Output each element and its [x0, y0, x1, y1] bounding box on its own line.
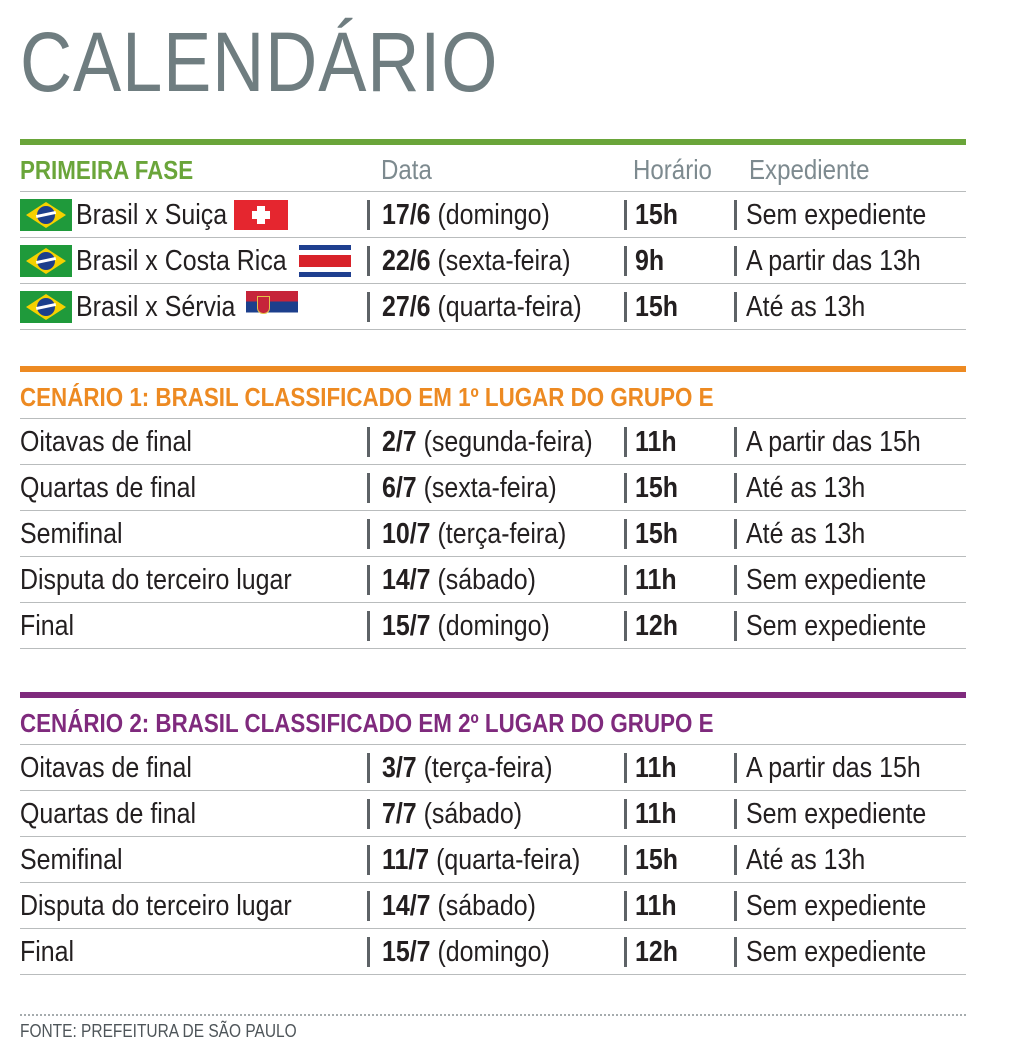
- column-divider: [624, 427, 627, 457]
- column-divider: [624, 292, 627, 322]
- column-header-date: Data: [381, 154, 432, 185]
- stage-label: Disputa do terceiro lugar: [20, 890, 292, 922]
- time-cell: 15h: [635, 199, 678, 231]
- stage-row: [20, 791, 966, 837]
- brazil-flag-icon: [20, 291, 72, 323]
- hours-cell: Até as 13h: [746, 472, 866, 504]
- date-cell: [382, 603, 550, 648]
- stage-row: [20, 603, 966, 649]
- hours-cell: Sem expediente: [746, 798, 927, 830]
- column-divider: [734, 611, 737, 641]
- source-footer: [20, 1014, 966, 1041]
- weekday: (sábado): [423, 798, 523, 830]
- date-value: 10/7: [382, 518, 431, 550]
- time-cell: 11h: [635, 798, 677, 830]
- column-divider: [367, 845, 370, 875]
- match-row: [20, 238, 966, 284]
- column-divider: [734, 200, 737, 230]
- stage-row: [20, 511, 966, 557]
- date-cell: [382, 791, 522, 836]
- weekday: (terça-feira): [437, 518, 567, 550]
- date-cell: [382, 883, 536, 928]
- column-divider: [734, 519, 737, 549]
- hours-cell: Sem expediente: [746, 564, 927, 596]
- date-cell: [382, 837, 580, 882]
- column-divider: [367, 799, 370, 829]
- column-divider: [367, 473, 370, 503]
- stage-row: [20, 929, 966, 975]
- date-cell: [382, 238, 571, 283]
- column-divider: [624, 611, 627, 641]
- column-divider: [367, 891, 370, 921]
- date-value: 22/6: [382, 245, 431, 277]
- date-value: 17/6: [382, 199, 431, 231]
- column-divider: [367, 611, 370, 641]
- time-cell: 11h: [635, 752, 677, 784]
- column-divider: [367, 200, 370, 230]
- date-value: 14/7: [382, 564, 431, 596]
- date-cell: [382, 929, 550, 974]
- stage-label: Quartas de final: [20, 472, 197, 504]
- stage-row: [20, 419, 966, 465]
- match-label: Brasil x Suiça: [76, 199, 228, 231]
- date-cell: [382, 192, 550, 237]
- date-value: 14/7: [382, 890, 431, 922]
- time-cell: 15h: [635, 472, 678, 504]
- page-title: CALENDÁRIO: [20, 15, 499, 109]
- column-divider: [367, 292, 370, 322]
- column-divider: [367, 565, 370, 595]
- date-value: 27/6: [382, 291, 431, 323]
- scenario1-section: [20, 366, 966, 649]
- column-divider: [624, 753, 627, 783]
- column-divider: [367, 427, 370, 457]
- date-cell: [382, 284, 582, 329]
- stage-label: Semifinal: [20, 844, 123, 876]
- weekday: (domingo): [437, 610, 550, 642]
- column-divider: [734, 473, 737, 503]
- weekday: (domingo): [437, 199, 550, 231]
- match-row: [20, 284, 966, 330]
- weekday: (sexta-feira): [423, 472, 557, 504]
- weekday: (domingo): [437, 936, 550, 968]
- stage-row: [20, 557, 966, 603]
- scenario1-header: [20, 372, 966, 419]
- date-value: 2/7: [382, 426, 417, 458]
- column-divider: [624, 200, 627, 230]
- stage-label: Semifinal: [20, 518, 123, 550]
- column-header-hours: Expediente: [749, 154, 870, 185]
- column-divider: [734, 845, 737, 875]
- time-cell: 12h: [635, 610, 678, 642]
- column-divider: [624, 519, 627, 549]
- costa-rica-flag-icon: [299, 245, 351, 277]
- column-divider: [734, 565, 737, 595]
- stage-label: Final: [20, 936, 75, 968]
- date-cell: [382, 557, 536, 602]
- match-row: [20, 192, 966, 238]
- time-cell: 15h: [635, 844, 678, 876]
- stage-row: [20, 745, 966, 791]
- column-divider: [734, 937, 737, 967]
- hours-cell: A partir das 13h: [746, 245, 921, 277]
- column-divider: [624, 937, 627, 967]
- column-divider: [367, 753, 370, 783]
- date-value: 11/7: [382, 844, 430, 876]
- date-value: 15/7: [382, 610, 431, 642]
- date-cell: [382, 745, 552, 790]
- match-label: Brasil x Costa Rica: [76, 245, 287, 277]
- column-divider: [624, 565, 627, 595]
- time-cell: 15h: [635, 291, 678, 323]
- weekday: (sábado): [437, 564, 536, 596]
- scenario2-heading: CENÁRIO 2: BRASIL CLASSIFICADO EM 2º LUGAR DO GRUPO E: [20, 708, 714, 738]
- time-cell: 11h: [635, 564, 677, 596]
- stage-label: Oitavas de final: [20, 426, 192, 458]
- hours-cell: A partir das 15h: [746, 752, 921, 784]
- brazil-flag-icon: [20, 199, 72, 231]
- weekday: (terça-feira): [423, 752, 553, 784]
- column-divider: [734, 427, 737, 457]
- stage-row: [20, 837, 966, 883]
- weekday: (sábado): [437, 890, 536, 922]
- column-divider: [734, 753, 737, 783]
- source-note: FONTE: PREFEITURA DE SÃO PAULO: [20, 1021, 297, 1041]
- date-value: 7/7: [382, 798, 417, 830]
- stage-row: [20, 883, 966, 929]
- hours-cell: Até as 13h: [746, 291, 866, 323]
- column-header-time: Horário: [633, 154, 712, 185]
- hours-cell: Sem expediente: [746, 610, 927, 642]
- column-divider: [734, 292, 737, 322]
- serbia-flag-icon: [246, 291, 298, 323]
- date-cell: [382, 465, 557, 510]
- column-divider: [624, 845, 627, 875]
- weekday: (sexta-feira): [437, 245, 571, 277]
- stage-row: [20, 465, 966, 511]
- column-divider: [624, 891, 627, 921]
- hours-cell: Sem expediente: [746, 199, 927, 231]
- switzerland-flag-icon: [234, 200, 288, 230]
- column-divider: [624, 799, 627, 829]
- hours-cell: Até as 13h: [746, 518, 866, 550]
- column-divider: [734, 246, 737, 276]
- stage-label: Quartas de final: [20, 798, 197, 830]
- first-phase-heading: PRIMEIRA FASE: [20, 155, 194, 185]
- time-cell: 11h: [635, 426, 677, 458]
- stage-label: Disputa do terceiro lugar: [20, 564, 292, 596]
- hours-cell: Sem expediente: [746, 936, 927, 968]
- column-divider: [367, 937, 370, 967]
- scenario2-header: [20, 698, 966, 745]
- brazil-flag-icon: [20, 245, 72, 277]
- match-label: Brasil x Sérvia: [76, 291, 236, 323]
- date-cell: [382, 419, 593, 464]
- column-divider: [367, 246, 370, 276]
- column-divider: [367, 519, 370, 549]
- first-phase-section: [20, 139, 966, 330]
- scenario2-rows: [20, 745, 966, 975]
- date-value: 6/7: [382, 472, 417, 504]
- first-phase-header: [20, 145, 966, 192]
- hours-cell: A partir das 15h: [746, 426, 921, 458]
- time-cell: 9h: [635, 245, 665, 277]
- stage-label: Oitavas de final: [20, 752, 192, 784]
- scenario2-section: [20, 692, 966, 975]
- weekday: (quarta-feira): [437, 291, 582, 323]
- stage-label: Final: [20, 610, 75, 642]
- hours-cell: Até as 13h: [746, 844, 866, 876]
- date-cell: [382, 511, 566, 556]
- time-cell: 12h: [635, 936, 678, 968]
- time-cell: 11h: [635, 890, 677, 922]
- column-divider: [734, 891, 737, 921]
- column-divider: [624, 473, 627, 503]
- hours-cell: Sem expediente: [746, 890, 927, 922]
- weekday: (quarta-feira): [436, 844, 581, 876]
- date-value: 3/7: [382, 752, 417, 784]
- scenario1-rows: [20, 419, 966, 649]
- time-cell: 15h: [635, 518, 678, 550]
- column-divider: [734, 799, 737, 829]
- scenario1-heading: CENÁRIO 1: BRASIL CLASSIFICADO EM 1º LUGAR DO GRUPO E: [20, 382, 714, 412]
- column-divider: [624, 246, 627, 276]
- weekday: (segunda-feira): [423, 426, 593, 458]
- date-value: 15/7: [382, 936, 431, 968]
